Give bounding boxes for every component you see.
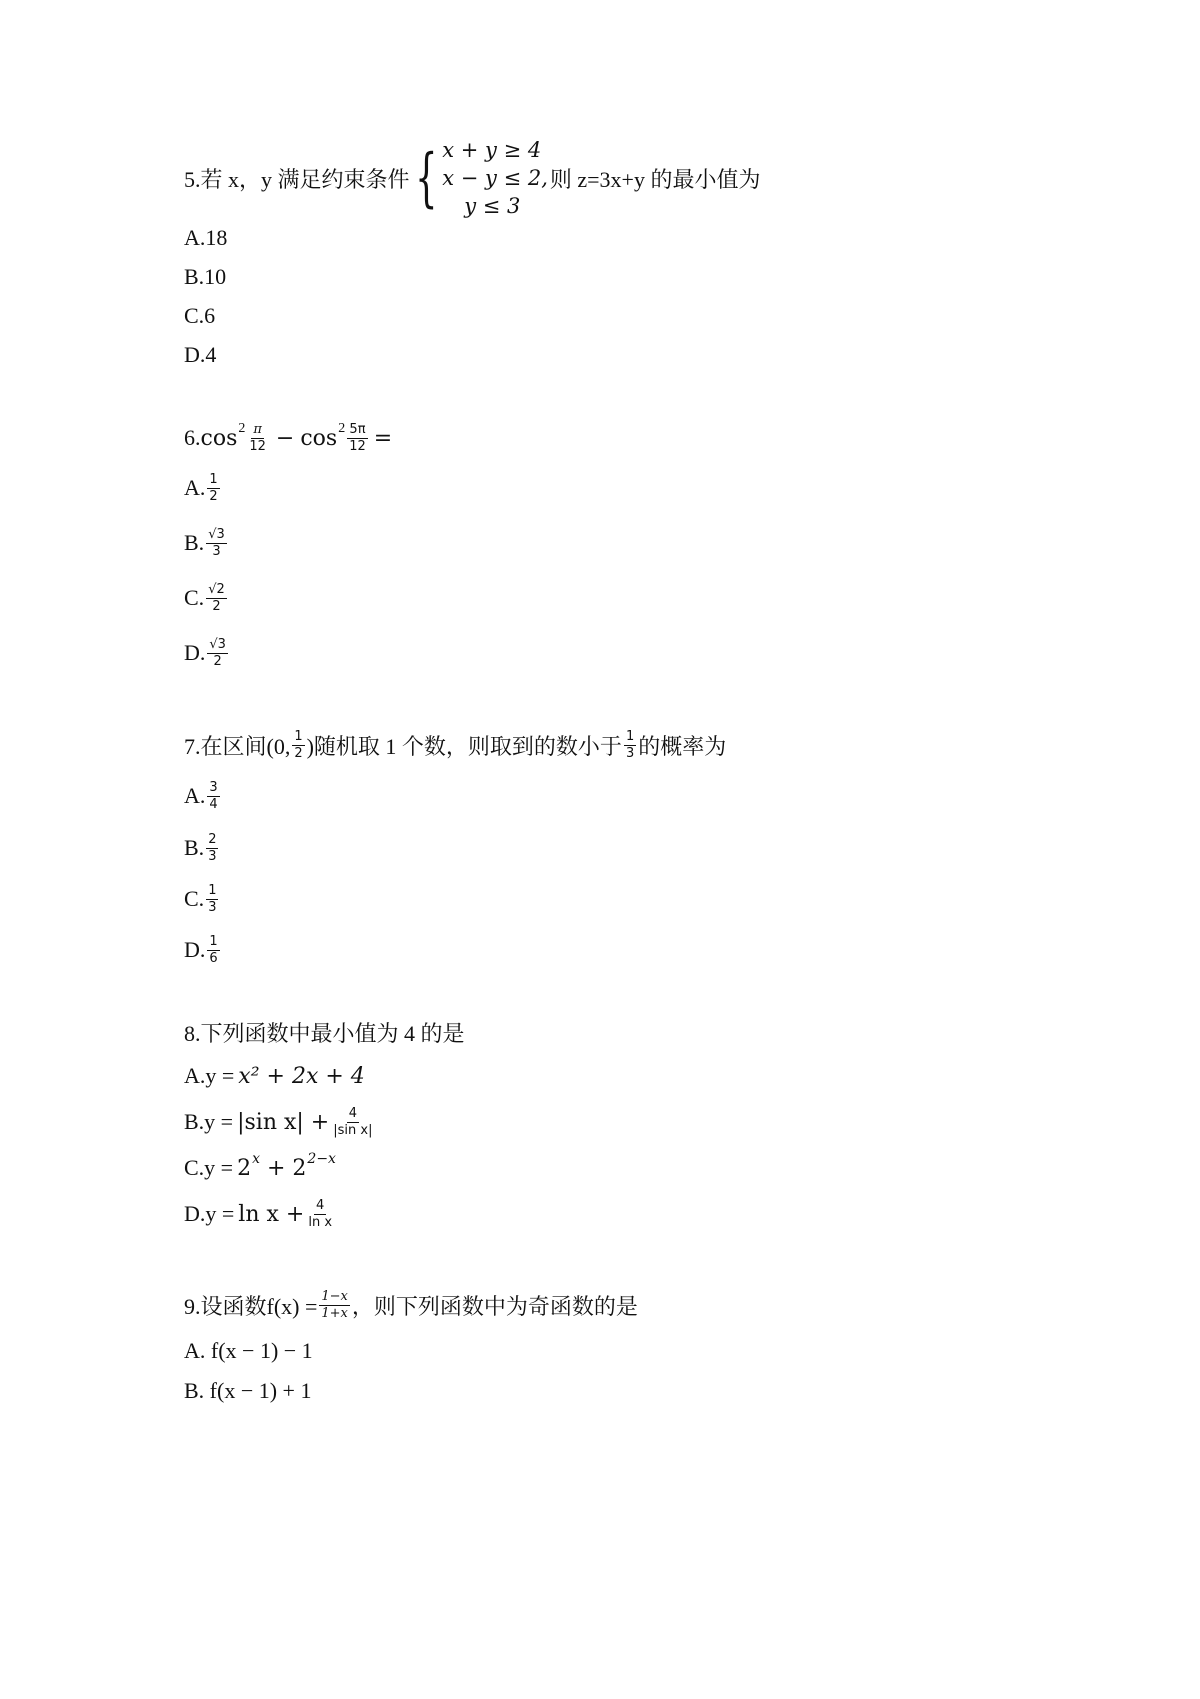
- q8-option-a-label: A.y =: [184, 1063, 235, 1088]
- q5-option-c: C.6: [184, 303, 216, 328]
- q7-option-a-label: A.: [184, 783, 206, 808]
- q7-option-b-den: 3: [208, 848, 217, 864]
- q9-option-b: B. f(x − 1) + 1: [184, 1378, 312, 1403]
- q7-fraction-2-num: 1: [625, 728, 635, 744]
- q8-option-d-den: ln x: [308, 1214, 333, 1230]
- q5-constraint-1: x + y ≥ 4: [442, 138, 542, 162]
- q6-option-c-fraction: [206, 583, 227, 614]
- q5-constraint-2: x − y ≤ 2,: [442, 166, 548, 190]
- q6-option-d-fraction: [207, 638, 228, 669]
- q7-option-c-label: C.: [184, 886, 205, 911]
- q6-option-a-den: 2: [209, 488, 218, 504]
- question-8-stem: 8.下列函数中最小值为 4 的是: [184, 1020, 465, 1046]
- q6-number: 6.: [184, 425, 201, 450]
- q7-option-c: [184, 879, 220, 919]
- question-9-stem: [184, 1285, 638, 1325]
- q5-suffix: 则 z=3x+y 的最小值为: [549, 166, 761, 192]
- q6-option-b-label: B.: [184, 530, 205, 555]
- q6-option-a-fraction: [207, 473, 219, 504]
- q8-option-d-fraction: [306, 1199, 334, 1230]
- q6-square-2: 2: [338, 421, 346, 436]
- q7-fraction-2: [624, 730, 636, 761]
- q8-option-d: [184, 1194, 336, 1234]
- q7-option-d-fraction: [207, 935, 219, 966]
- q6-option-b: [184, 523, 229, 563]
- q8-option-b: [184, 1102, 376, 1142]
- q7-fraction-1: [292, 730, 304, 761]
- q5-constraint-3: y ≤ 3: [464, 194, 521, 218]
- q6-fraction-1: [247, 423, 268, 454]
- q7-option-a-fraction: [207, 781, 219, 812]
- q6-option-b-fraction: [206, 528, 227, 559]
- q6-cos-2: cos: [300, 425, 338, 451]
- q9-suffix: ，则下列函数中为奇函数的是: [351, 1293, 638, 1319]
- q9-fraction-num: 1−x: [321, 1288, 348, 1304]
- q8-option-c-plus: +: [260, 1155, 293, 1181]
- q6-fraction-2-den: 12: [349, 438, 366, 454]
- q6-option-b-den: 3: [212, 543, 221, 559]
- q5-option-d: D.4: [184, 342, 217, 367]
- q8-option-a-expr: x² + 2x + 4: [238, 1063, 365, 1089]
- q8-option-c-exp-2: 2−x: [307, 1151, 336, 1167]
- q6-fraction-1-num: π: [253, 421, 262, 437]
- q7-option-d-num: 1: [209, 933, 218, 949]
- q8-option-b-label: B.y =: [184, 1109, 234, 1134]
- q7-fraction-1-den: 2: [294, 745, 303, 761]
- q7-option-c-den: 3: [208, 899, 217, 915]
- q6-option-a: [184, 468, 222, 508]
- q8-option-c-label: C.y =: [184, 1155, 234, 1180]
- q6-minus: −: [275, 425, 295, 451]
- q6-square-1: 2: [238, 421, 246, 436]
- q8-option-c-base-2: 2: [292, 1155, 307, 1181]
- q6-fraction-2: [347, 423, 368, 454]
- q9-option-a: A. f(x − 1) − 1: [184, 1338, 313, 1363]
- q8-option-c: [184, 1148, 336, 1188]
- left-brace-icon: {: [414, 141, 438, 215]
- q8-option-d-label: D.y =: [184, 1201, 235, 1226]
- question-7-stem: [184, 725, 726, 765]
- q7-middle: )随机取 1 个数，则取到的数小于: [306, 733, 622, 759]
- q7-option-b-label: B.: [184, 835, 205, 860]
- q8-option-b-fraction: [331, 1107, 374, 1138]
- q6-option-c-den: 2: [212, 598, 221, 614]
- q9-fraction: [319, 1290, 350, 1321]
- q8-option-c-exp-1: x: [252, 1151, 260, 1167]
- question-5-stem: [184, 140, 760, 216]
- q8-option-b-expr: |sin x| +: [237, 1109, 330, 1135]
- q8-option-d-expr: ln x +: [238, 1201, 305, 1227]
- q7-option-a-den: 4: [209, 796, 218, 812]
- q7-prefix: 7.在区间(0,: [184, 733, 291, 759]
- q7-fraction-1-num: 1: [294, 728, 303, 744]
- q8-option-a: [184, 1056, 365, 1096]
- q6-option-d-den: 2: [213, 653, 222, 669]
- q6-option-d: [184, 633, 230, 673]
- q6-option-d-label: D.: [184, 640, 206, 665]
- q5-option-a: A.18: [184, 225, 228, 250]
- q5-constraint-system: [442, 136, 548, 220]
- q7-option-c-num: 1: [208, 882, 217, 898]
- q7-suffix: 的概率为: [638, 733, 727, 759]
- q6-option-c-num: √2: [208, 581, 225, 597]
- q6-cos-1: cos: [200, 425, 238, 451]
- q7-option-d: [184, 930, 222, 970]
- q8-option-c-base-1: 2: [237, 1155, 252, 1181]
- q7-fraction-2-den: 3: [625, 745, 635, 761]
- q8-option-d-num: 4: [316, 1197, 325, 1213]
- q6-option-b-num: √3: [208, 526, 225, 542]
- q7-option-d-den: 6: [209, 950, 218, 966]
- q7-option-b: [184, 828, 220, 868]
- q5-option-b: B.10: [184, 264, 227, 289]
- q7-option-b-fraction: [206, 833, 218, 864]
- q6-fraction-1-den: 12: [249, 438, 266, 454]
- q7-option-d-label: D.: [184, 937, 206, 962]
- question-6-stem: [184, 418, 392, 458]
- q6-option-d-num: √3: [209, 636, 226, 652]
- q9-prefix: 9.设函数f(x) =: [184, 1293, 318, 1319]
- q7-option-b-num: 2: [208, 831, 217, 847]
- q6-equals: =: [373, 425, 393, 451]
- q8-option-b-num: 4: [348, 1105, 357, 1121]
- q6-option-a-label: A.: [184, 475, 206, 500]
- q7-option-c-fraction: [206, 884, 218, 915]
- q7-option-a: [184, 776, 222, 816]
- q8-option-b-den: |sin x|: [333, 1122, 373, 1138]
- q6-option-c-label: C.: [184, 585, 205, 610]
- q6-option-a-num: 1: [209, 471, 218, 487]
- q6-option-c: [184, 578, 229, 618]
- q5-prefix: 5.若 x，y 满足约束条件: [184, 166, 410, 192]
- q9-fraction-den: 1+x: [321, 1305, 348, 1321]
- q6-fraction-2-num: 5π: [349, 421, 366, 437]
- q7-option-a-num: 3: [209, 779, 218, 795]
